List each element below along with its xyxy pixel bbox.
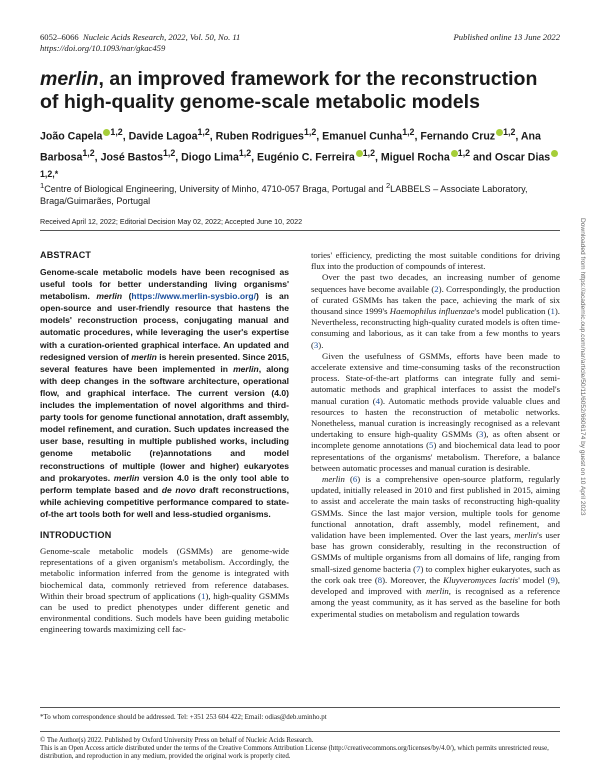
author-name[interactable]: João Capela — [40, 130, 103, 143]
author-name[interactable]: Miguel Rocha — [380, 151, 450, 164]
ref-link[interactable]: 6 — [352, 474, 358, 485]
author-affiliation-sup: 1,2 — [362, 148, 376, 159]
affil-sup-1: 1 — [40, 181, 45, 190]
author-name[interactable]: José Bastos — [100, 151, 163, 164]
ref-link[interactable]: 2 — [434, 283, 439, 294]
correspondence-note: *To whom correspondence should be addressed. Tel: +351 253 604 422; Email: odias@deb.uminho.pt — [40, 713, 327, 721]
affil-text-2: LABBELS – Associate Laboratory, Braga/Guimarães, Portugal — [40, 184, 528, 207]
author-name[interactable]: Davide Lagoa — [128, 130, 198, 143]
page-range: 6052–6066 — [40, 32, 79, 42]
author-affiliation-sup: 1,2 — [503, 127, 516, 137]
ref-link[interactable]: 1 — [550, 306, 555, 317]
download-note: Downloaded from https://academic.oup.com/nar/article/50/11/6052/6606174 by guest on 10 April 2023 — [579, 218, 586, 516]
divider-copyright — [40, 731, 560, 732]
intro-paragraph-4: merlin (6) is a comprehensive open-source platform, regularly updated, initially released in 2010 and first published in 2015, aiming to assist and accelerate the main tasks of reconstructing high-quality GSMMs. Since the last major version, multiple tools for genome functional annotation, draft assembly, model refinement, and validation have been implemented. Over the last years, merlin's user base has grown considerably, resulting in the reconstruction of GSMMs of multiple organisms from all domains of life, ranging from small-sized genome bacteria (7) to complex higher eukaryotes, such as the cork oak tree (8). Moreover, the Kluyveromyces lactis' model (9), developed and improved with merlin, is recognised as a reference among the yeast community, as it has served as the baseline for both experimental studies on metabolism and regulation towards — [311, 474, 560, 619]
divider-footnote — [40, 707, 560, 708]
author-name[interactable]: Diogo Lima — [181, 151, 239, 164]
author-affiliation-sup: 1,2 — [110, 127, 123, 137]
ref-link[interactable]: 3 — [479, 429, 484, 440]
ref-link[interactable]: 5 — [429, 440, 434, 451]
author-affiliation-sup: 1,2 — [457, 148, 471, 159]
author-name[interactable]: Emanuel Cunha — [322, 130, 403, 143]
author-name[interactable]: Ruben Rodrigues — [215, 130, 304, 143]
author-name[interactable]: Ana Barbosa — [40, 130, 541, 164]
ref-link[interactable]: 8 — [377, 574, 383, 585]
download-sidebar — [572, 218, 592, 698]
ref-link[interactable]: 7 — [416, 563, 421, 574]
authors-and: and — [473, 151, 492, 164]
title-rest: , an improved framework for the reconstruction of high-quality genome-scale metabolic models — [40, 68, 538, 113]
affiliation — [40, 180, 560, 207]
copyright-block — [40, 737, 560, 761]
title-merlin: merlin — [40, 68, 99, 90]
author-affiliation-sup: 1,2 — [197, 127, 210, 137]
abstract-heading: ABSTRACT — [40, 250, 92, 260]
doi-link[interactable]: https://doi.org/10.1093/nar/gkac459 — [40, 43, 166, 53]
divider-top — [40, 230, 560, 231]
journal-citation: Nucleic Acids Research, 2022, Vol. 50, No. 11 — [82, 32, 241, 42]
affil-text-1: Centre of Biological Engineering, University of Minho, 4710-057 Braga, Portugal and — [44, 184, 386, 195]
introduction-heading: INTRODUCTION — [40, 529, 112, 540]
intro-continuation: tories' efficiency, predicting the most suitable conditions for driving flux into the production of compounds of interest. — [311, 250, 560, 272]
article-title — [40, 68, 560, 114]
author-affiliation-sup: 1,2 — [162, 148, 176, 159]
ref-link[interactable]: 9 — [550, 574, 555, 585]
author-affiliation-sup: 1,2 — [303, 127, 317, 137]
submission-dates: Received April 12, 2022; Editorial Decision May 02, 2022; Accepted June 10, 2022 — [40, 217, 303, 226]
license-text: This is an Open Access article distributed under the terms of the Creative Commons Attribution License (http://creativecommons.org/licenses/by/4.0/), which permits unrestricted reuse, distribution, and reproduction in any medium, provided the original work is properly cited. — [40, 745, 549, 760]
right-column — [311, 250, 560, 620]
orcid-icon[interactable] — [451, 150, 458, 157]
author-name[interactable]: Fernando Cruz — [420, 130, 496, 143]
publication-date: Published online 13 June 2022 — [453, 32, 560, 42]
left-column — [40, 250, 289, 636]
author-affiliation-sup: 1,2 — [402, 127, 415, 137]
author-affiliation-sup: 1,2,* — [40, 169, 59, 180]
author-affiliation-sup: 1,2 — [238, 148, 252, 159]
ref-link[interactable]: 4 — [375, 395, 380, 406]
abstract-text: Genome-scale metabolic models have been recognised as useful tools for better understanding living organisms' metabolism. merlin (https://www.merlin-sysbio.org/) is an open-source and user-friendly resource that hastens the models' reconstruction process, conjugating manual and automatic procedures, while leveraging the user's expertise with a curation-oriented graphical interface. An updated and redesigned version of merlin is herein presented. Since 2015, several features have been implemented in merlin, along with deep changes in the software architecture, operational flow, and graphical interface. The current version (4.0) includes the implementation of novel algorithms and third-party tools for genome functional annotation, draft assembly, model refinement, and curation. Such updates increased the user base, resulting in multiple published works, including genome metabolic (re)annotations and model reconstructions of multiple (lower and higher) eukaryotes and prokaryotes. merlin version 4.0 is the only tool able to perform template based and de novo draft reconstructions, while achieving competitive performance compared to state-of-the art tools both for well and less-studied organisms. — [40, 267, 289, 519]
copyright-line: © The Author(s) 2022. Published by Oxford University Press on behalf of Nucleic Acids Research. — [40, 737, 314, 744]
author-affiliation-sup: 1,2 — [82, 148, 95, 159]
intro-paragraph-3: Given the usefulness of GSMMs, efforts have been made to accelerate extensive and time-consuming tasks of the reconstruction process. State-of-the-art platforms can integrate fully and semi-automatic methods and graphical interfaces to assist the model's manual curation (4). Automatic methods provide valuable clues and resources to hasten the reconstruction of metabolic networks. Nonetheless, manual curation is increasingly recognised as a relevant undertaking to ensure high-quality GSMMs (3), as often absent or incomplete genome annotations (5) and biochemical data lead to poor representations of the organisms' metabolism. Therefore, a balance between automatic processes and manual curation is desirable. — [311, 350, 561, 473]
orcid-icon[interactable] — [551, 150, 558, 157]
intro-paragraph-1: Genome-scale metabolic models (GSMMs) are genome-wide representations of a given organism's metabolism. Accordingly, the metabolic information inferred from the genome is integrated with biochemical data, commonly retrieved from reference databases. Within their broad spectrum of applications (1), high-quality GSMMs can be used to predict phenotypes under different genetic and environmental conditions. Such models have been guiding metabolic engineering towards maximizing cell fac- — [40, 545, 289, 635]
intro-paragraph-2: Over the past two decades, an increasing number of genome sequences have become available (2). Correspondingly, the production of curated GSMMs has taken the pace, achieving the mark of six thousand since 1999's Haemophilus influenzae's model publication (1). Nevertheless, reconstructing high-quality curated models is often time-consuming and laborious, as it can take from a few months to years (3). — [311, 272, 561, 350]
author-list: João Capela $^{1,2}$, Davide Lagoa$^{1,2}$, Ruben Rodrigues$^{1,2}$, Emanuel Cunha$^{1,2}$, Fernando Cruz $^{1,2}$, Ana Barbosa$^{1,2}$, José Bastos$^{1,2}$, Diogo Lima$^{1,2}$, Eugénio C. Ferreira $^{1,2}$, Miguel Rocha $^{1,2}$ and Oscar Dias$^{1,2,*}$ — [40, 124, 560, 187]
ref-link[interactable]: 1 — [201, 590, 206, 601]
ref-link[interactable]: 3 — [313, 339, 319, 350]
author-name[interactable]: Eugénio C. Ferreira — [257, 151, 355, 164]
merlin-url-link[interactable]: https://www.merlin-sysbio.org/ — [131, 291, 256, 302]
affil-sup-2: 2 — [385, 181, 391, 190]
orcid-icon[interactable] — [356, 150, 363, 157]
author-name[interactable]: Oscar Dias — [494, 151, 551, 164]
running-header — [40, 32, 560, 54]
